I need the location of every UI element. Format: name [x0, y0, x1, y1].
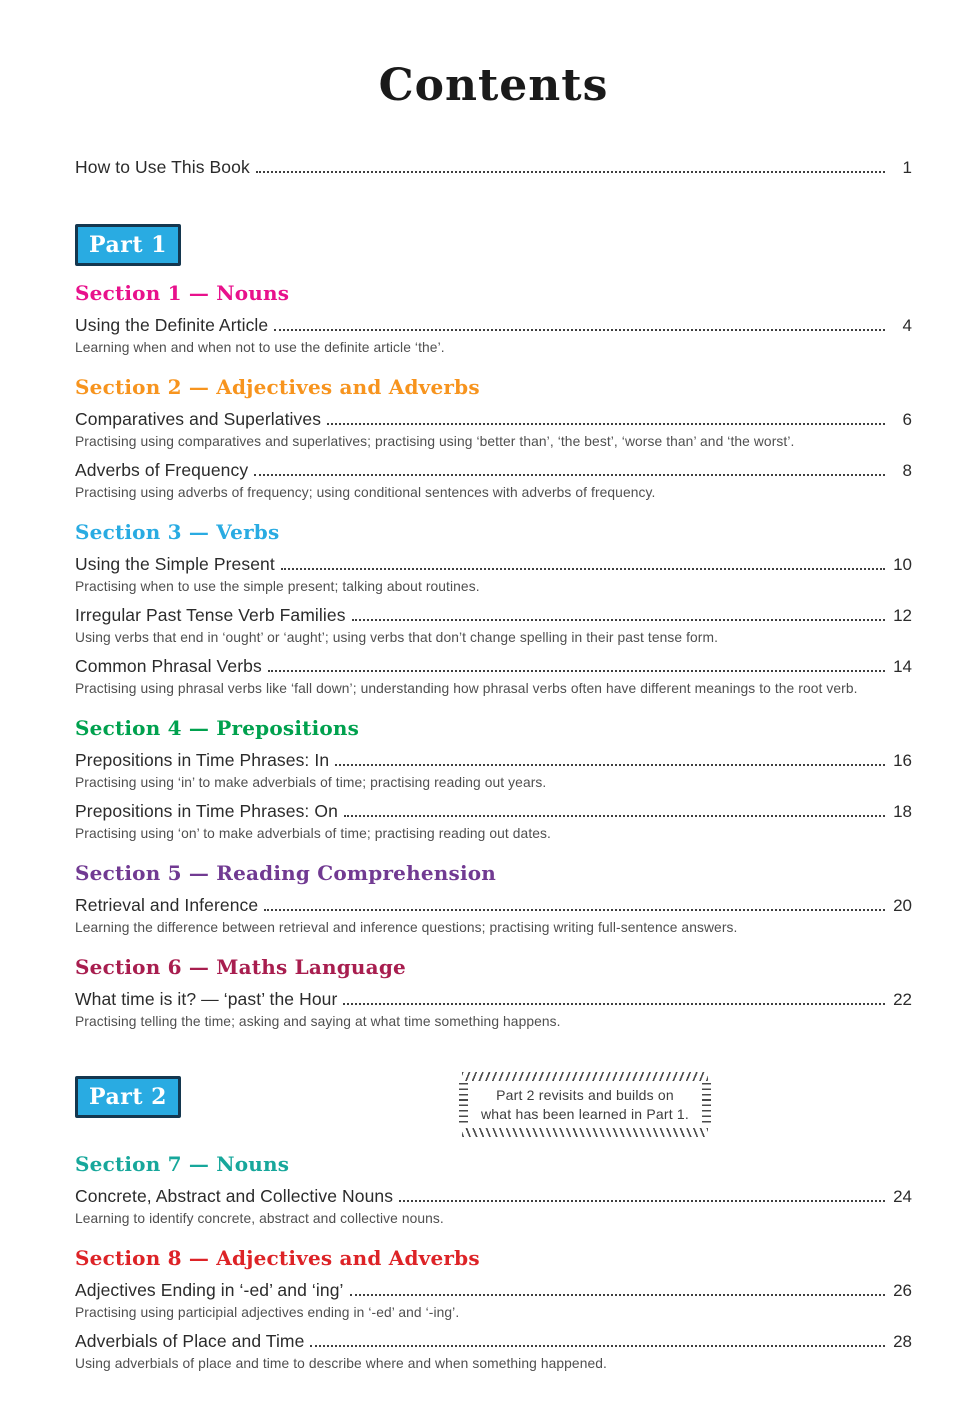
- section-heading: Section 8 — Adjectives and Adverbs: [75, 1246, 480, 1270]
- entry-description: Using verbs that end in ‘ought’ or ‘aught’; using verbs that don’t change spelling in their past tense form.: [75, 630, 719, 645]
- part-block: [75, 224, 912, 1030]
- dot-leader: [344, 815, 885, 817]
- dot-leader: [274, 329, 885, 331]
- page-number: 1: [902, 158, 912, 177]
- page-number: 22: [893, 990, 912, 1009]
- section-block: [75, 861, 912, 936]
- part-badge-label: Part 1: [89, 232, 167, 258]
- dot-leader: [350, 1294, 885, 1296]
- section-block: [75, 955, 912, 1030]
- page-number: 6: [902, 410, 912, 429]
- part-badge-label: Part 2: [89, 1084, 167, 1110]
- dot-leader: [310, 1345, 885, 1347]
- toc-entry: [75, 460, 912, 501]
- page-number: 20: [893, 896, 912, 915]
- entry-title: How to Use This Book: [75, 157, 250, 177]
- note-text-line2: what has been learned in Part 1.: [481, 1106, 689, 1122]
- section-heading: Section 4 — Prepositions: [75, 716, 360, 740]
- entry-title: Retrieval and Inference: [75, 895, 259, 915]
- entry-description: Learning to identify concrete, abstract and collective nouns.: [75, 1211, 444, 1226]
- section-block: [75, 520, 912, 697]
- entry-description: Using adverbials of place and time to describe where and when something happened.: [75, 1356, 607, 1371]
- entry-title: What time is it? — ‘past’ the Hour: [75, 989, 338, 1009]
- toc-entry: [75, 1331, 912, 1372]
- section-heading: Section 1 — Nouns: [75, 281, 290, 305]
- page-number: 18: [893, 802, 912, 821]
- toc-entry: [75, 750, 912, 791]
- entry-description: Practising using ‘in’ to make adverbials of time; practising reading out years.: [75, 775, 547, 790]
- page-number: 26: [893, 1281, 912, 1300]
- toc-entry: [75, 1280, 912, 1321]
- entry-title: Irregular Past Tense Verb Families: [75, 605, 346, 625]
- entry-title: Prepositions in Time Phrases: In: [75, 750, 330, 770]
- entry-title: Prepositions in Time Phrases: On: [75, 801, 338, 821]
- page-number: 8: [902, 461, 912, 480]
- page-number: 16: [893, 751, 912, 770]
- entry-title: Using the Definite Article: [75, 315, 269, 335]
- entry-description: Practising when to use the simple present; talking about routines.: [75, 579, 480, 594]
- dot-leader: [343, 1003, 885, 1005]
- part-badge: [75, 224, 181, 266]
- page-number: 10: [893, 555, 912, 574]
- section-block: [75, 1152, 912, 1227]
- toc-entry: [75, 989, 912, 1030]
- toc-entry: [75, 895, 912, 936]
- entry-title: Comparatives and Superlatives: [75, 409, 322, 429]
- toc-entry: [75, 315, 912, 356]
- toc-entry: [75, 554, 912, 595]
- page-number: 28: [893, 1332, 912, 1351]
- page-number: 12: [893, 606, 912, 625]
- page-number: 14: [893, 657, 912, 676]
- dot-leader: [281, 568, 885, 570]
- entry-title: Adjectives Ending in ‘-ed’ and ‘ing’: [75, 1280, 344, 1300]
- entry-title: Adverbs of Frequency: [75, 460, 249, 480]
- entry-description: Learning when and when not to use the definite article ‘the’.: [75, 340, 445, 355]
- dot-leader: [335, 764, 885, 766]
- section-block: [75, 716, 912, 842]
- entry-description: Practising using phrasal verbs like ‘fall down’; understanding how phrasal verbs often have different meanings to the root verb.: [75, 681, 858, 696]
- entry-title: Common Phrasal Verbs: [75, 656, 262, 676]
- dot-leader: [268, 670, 885, 672]
- dot-leader: [399, 1200, 885, 1202]
- section-heading: Section 6 — Maths Language: [75, 955, 406, 979]
- note-text-line1: Part 2 revisits and builds on: [496, 1087, 674, 1103]
- section-heading: Section 3 — Verbs: [75, 520, 280, 544]
- toc-entry: [75, 801, 912, 842]
- parts-container: [75, 224, 912, 1372]
- dot-leader: [352, 619, 885, 621]
- toc-entry: [75, 605, 912, 646]
- dot-leader: [256, 171, 885, 173]
- section-heading: Section 5 — Reading Comprehension: [75, 861, 497, 885]
- entry-description: Practising using ‘on’ to make adverbials of time; practising reading out dates.: [75, 826, 551, 841]
- page-number: 24: [893, 1187, 912, 1206]
- entry-description: Learning the difference between retrieval and inference questions; practising writing full-sentence answers.: [75, 920, 738, 935]
- part-block: [75, 1076, 912, 1372]
- toc-entry: [75, 157, 912, 178]
- dot-leader: [254, 474, 885, 476]
- entry-description: Practising using adverbs of frequency; using conditional sentences with adverbs of frequency.: [75, 485, 656, 500]
- dot-leader: [327, 423, 885, 425]
- entry-description: Practising telling the time; asking and saying at what time something happens.: [75, 1014, 561, 1029]
- entry-description: Practising using comparatives and superlatives; practising using ‘better than’, ‘the best’, ‘worse than’ and ‘the worst’.: [75, 434, 795, 449]
- toc-entry: [75, 409, 912, 450]
- entry-title: Adverbials of Place and Time: [75, 1331, 305, 1351]
- page-title: Contents: [378, 60, 609, 111]
- note-hatch-border: [702, 1083, 711, 1126]
- section-heading: Section 7 — Nouns: [75, 1152, 290, 1176]
- dot-leader: [264, 909, 885, 911]
- contents-page: [0, 60, 961, 1372]
- entry-description: Practising using participial adjectives ending in ‘-ed’ and ‘-ing’.: [75, 1305, 460, 1320]
- note-hatch-border: [459, 1083, 468, 1126]
- section-block: [75, 281, 912, 356]
- entry-title: Using the Simple Present: [75, 554, 275, 574]
- section-block: [75, 375, 912, 501]
- section-block: [75, 1246, 912, 1372]
- part2-note: [459, 1072, 711, 1137]
- toc-entry: [75, 1186, 912, 1227]
- section-heading: Section 2 — Adjectives and Adverbs: [75, 375, 480, 399]
- entry-title: Concrete, Abstract and Collective Nouns: [75, 1186, 394, 1206]
- page-number: 4: [902, 316, 912, 335]
- part-badge: [75, 1076, 181, 1118]
- toc-entry: [75, 656, 912, 697]
